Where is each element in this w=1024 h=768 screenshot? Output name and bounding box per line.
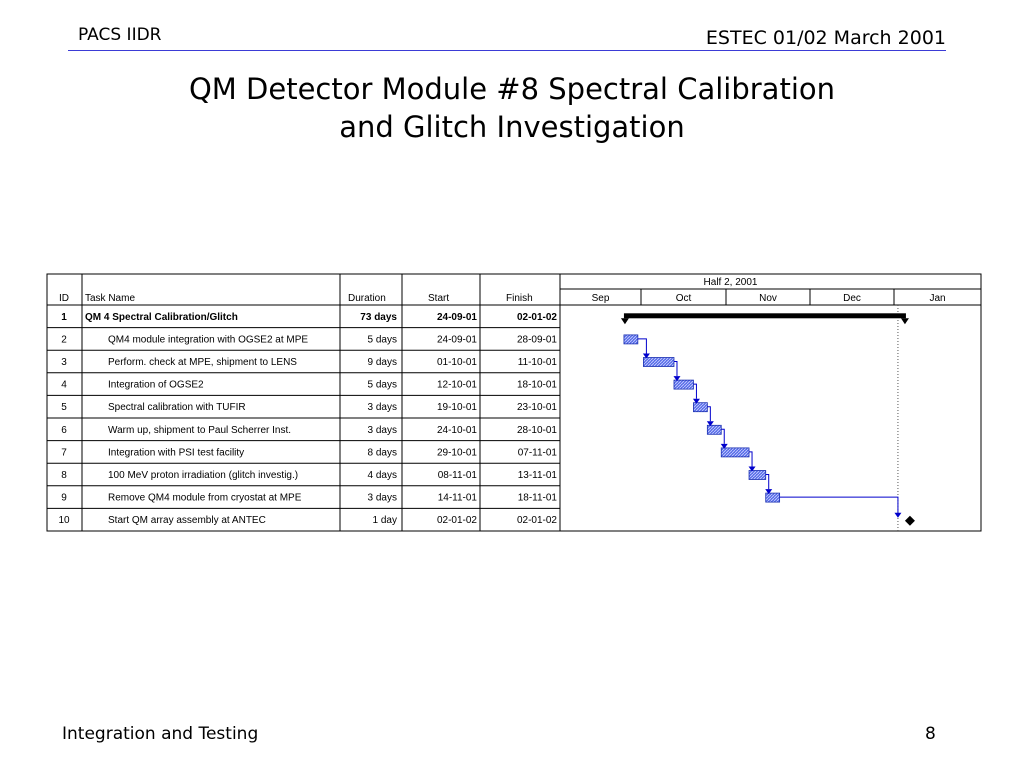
timescale-period-label: Half 2, 2001 xyxy=(703,277,758,288)
task-name: QM 4 Spectral Calibration/Glitch xyxy=(85,311,238,323)
month-label: Jan xyxy=(929,293,946,304)
column-header-duration: Duration xyxy=(348,293,386,304)
task-duration: 9 days xyxy=(367,357,397,368)
month-label: Nov xyxy=(759,293,777,304)
task-duration: 5 days xyxy=(367,334,397,346)
task-finish: 28-10-01 xyxy=(516,424,557,436)
task-id: 4 xyxy=(61,379,67,391)
task-finish: 07-11-01 xyxy=(517,447,557,459)
task-duration: 4 days xyxy=(367,470,397,481)
page-number: 8 xyxy=(925,724,936,744)
task-bar xyxy=(674,380,693,389)
column-header-start: Start xyxy=(428,293,450,304)
task-id: 8 xyxy=(61,470,67,481)
task-finish: 18-11-01 xyxy=(517,492,557,504)
task-duration: 73 days xyxy=(360,311,397,323)
month-label: Oct xyxy=(675,293,692,304)
column-header-task-name: Task Name xyxy=(85,293,136,304)
task-duration: 3 days xyxy=(367,492,397,504)
task-duration: 3 days xyxy=(367,402,397,414)
header-date-label: ESTEC 01/02 March 2001 xyxy=(705,27,946,49)
header-project-label: PACS IIDR xyxy=(78,25,162,45)
task-finish: 23-10-01 xyxy=(516,402,557,414)
task-start: 19-10-01 xyxy=(436,402,477,414)
footer-section-label: Integration and Testing xyxy=(62,724,259,744)
slide-title-line-1: QM Detector Module #8 Spectral Calibration xyxy=(188,72,835,106)
task-id: 10 xyxy=(58,515,70,527)
column-header-finish: Finish xyxy=(506,293,533,304)
column-header-id: ID xyxy=(59,293,69,304)
task-bar xyxy=(693,403,707,412)
task-name: Start QM array assembly at ANTEC xyxy=(108,515,266,527)
task-start: 24-10-01 xyxy=(436,424,477,436)
task-id: 1 xyxy=(61,311,67,323)
task-bar xyxy=(643,358,674,367)
task-id: 9 xyxy=(61,492,67,504)
task-name: Remove QM4 module from cryostat at MPE xyxy=(108,492,302,504)
task-name: QM4 module integration with OGSE2 at MPE xyxy=(108,334,309,346)
task-start: 24-09-01 xyxy=(436,334,477,346)
task-duration: 8 days xyxy=(367,447,397,459)
task-start: 29-10-01 xyxy=(436,447,477,459)
task-name: Perform. check at MPE, shipment to LENS xyxy=(108,357,297,368)
task-start: 24-09-01 xyxy=(436,311,477,323)
task-bar xyxy=(707,425,721,434)
summary-bar xyxy=(624,313,906,318)
task-bar xyxy=(624,335,638,344)
task-duration: 5 days xyxy=(367,379,397,391)
task-id: 5 xyxy=(61,402,67,414)
task-id: 6 xyxy=(61,424,67,436)
slide-title-line-2: and Glitch Investigation xyxy=(339,110,685,144)
task-start: 08-11-01 xyxy=(437,470,477,481)
task-id: 3 xyxy=(61,357,67,368)
month-label: Sep xyxy=(591,293,610,304)
task-name: Integration with PSI test facility xyxy=(108,447,245,459)
task-duration: 1 day xyxy=(372,515,397,527)
task-name: Integration of OGSE2 xyxy=(108,379,204,391)
task-id: 2 xyxy=(61,334,67,346)
task-duration: 3 days xyxy=(367,424,397,436)
task-name: Spectral calibration with TUFIR xyxy=(108,402,246,414)
task-finish: 28-09-01 xyxy=(516,334,557,346)
task-id: 7 xyxy=(61,447,67,459)
month-label: Dec xyxy=(843,293,861,304)
task-bar xyxy=(766,493,780,502)
task-finish: 13-11-01 xyxy=(517,470,557,481)
task-bar xyxy=(749,471,766,480)
task-finish: 02-01-02 xyxy=(516,311,557,323)
task-start: 14-11-01 xyxy=(437,492,477,504)
task-name: Warm up, shipment to Paul Scherrer Inst. xyxy=(108,424,292,436)
task-finish: 02-01-02 xyxy=(516,515,557,527)
task-start: 02-01-02 xyxy=(436,515,477,527)
task-finish: 18-10-01 xyxy=(516,379,557,391)
task-name: 100 MeV proton irradiation (glitch investig.) xyxy=(108,470,299,481)
task-bar xyxy=(721,448,749,457)
task-start: 12-10-01 xyxy=(436,379,477,391)
task-start: 01-10-01 xyxy=(436,357,477,368)
task-finish: 11-10-01 xyxy=(517,357,557,368)
